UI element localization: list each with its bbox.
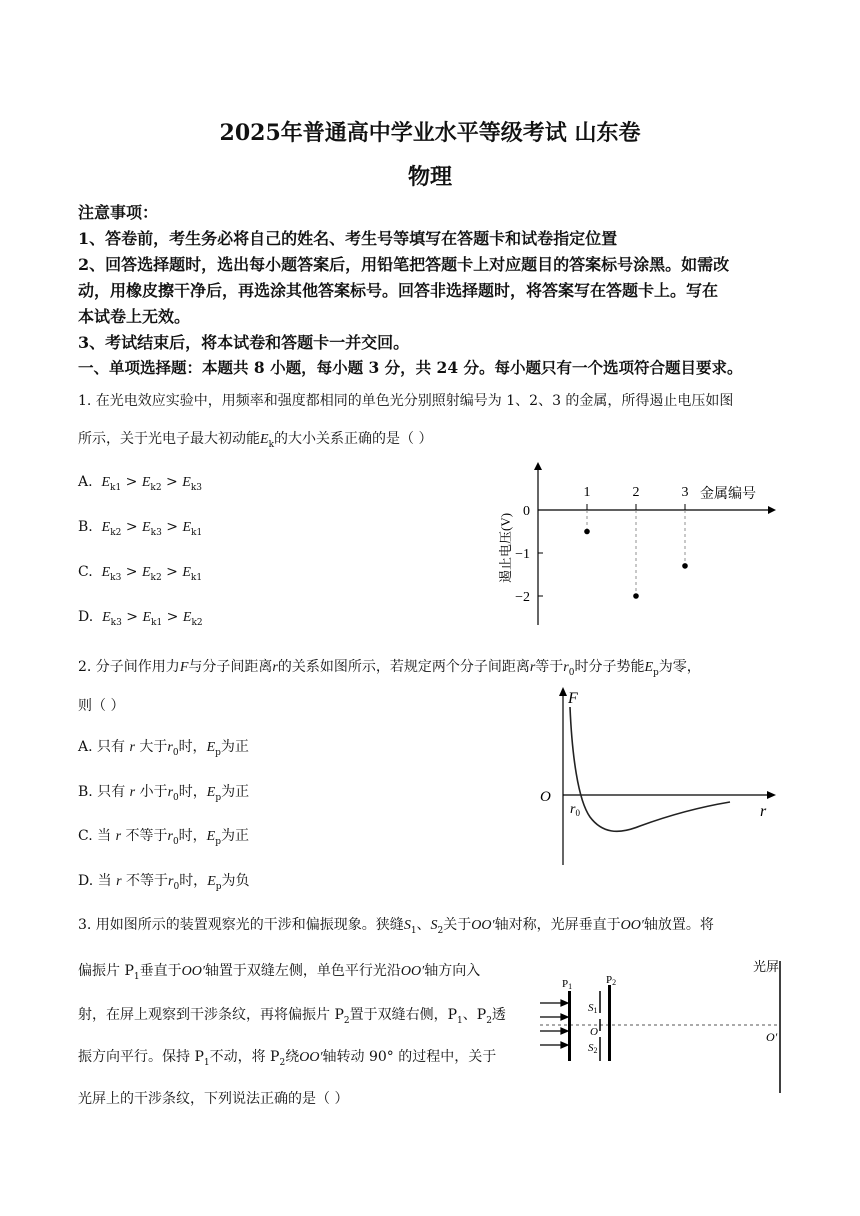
notice-item-2-line-1: 2、回答选择题时，选出每小题答案后，用铅笔把答题卡上对应题目的答案标号涂黑。如需改 (78, 255, 730, 274)
q2-force-curve (570, 707, 730, 831)
q3-screen-label: 光屏 (753, 959, 780, 974)
q3-line-5: 光屏上的干涉条纹，下列说法正确的是（ ） (78, 1091, 349, 1107)
q2-line-1: 2. 分子间作用力F与分子间距离r的关系如图所示，若规定两个分子间距离r等于$r_0$时分子势能$E_p$为零， (78, 659, 701, 678)
q2-graph-f-label: F (568, 690, 578, 707)
notice-heading: 注意事项： (78, 203, 159, 222)
q2-option-c: C. 当 r 不等于$r_0$时，$E_p$为正 (78, 828, 249, 847)
q3-o-prime-label: O′ (766, 1030, 778, 1044)
q1-chart-y-tick-label: 0 (523, 504, 530, 519)
q1-chart-y-tick-label: −1 (515, 547, 530, 562)
q1-chart (480, 460, 800, 630)
q3-line-1: 3. 用如图所示的装置观察光的干涉和偏振现象。狭缝$S_1$、$S_2$关于OO′轴对称，光屏垂直于OO′轴放置。将 (78, 917, 714, 936)
q2-graph-origin: O (540, 789, 551, 805)
q2-graph-r-label: r (760, 803, 767, 820)
q2-force-graph (530, 685, 780, 870)
q1-chart-x-tick-label: 3 (681, 485, 689, 500)
q3-s1-label: S1 (588, 1002, 598, 1015)
q3-polarizer-p2 (608, 985, 611, 1061)
q1-chart-y-tick-label: −2 (515, 590, 530, 605)
q2-option-d: D. 当 r 不等于$r_0$时，$E_p$为负 (78, 873, 250, 892)
notice-item-2-line-3: 本试卷上无效。 (78, 307, 191, 326)
q2-option-b: B. 只有 r 小于$r_0$时，$E_p$为正 (78, 784, 250, 803)
q3-p1-label: P1 (562, 978, 573, 991)
q2-option-a: A. 只有 r 大于$r_0$时，$E_p$为正 (78, 739, 249, 758)
q1-chart-x-tick-label: 2 (632, 485, 640, 500)
q1-chart-point (682, 563, 688, 569)
subject-title: 物理 (407, 164, 452, 190)
q3-line-2: 偏振片 $P_1$垂直于OO′轴置于双缝左侧，单色平行光沿OO′轴方向入 (78, 963, 481, 982)
q1-option-c: C. $E_{k3} > E_{k2} > E_{k1}$ (78, 564, 203, 583)
q2-graph-r0-label: $r_0$ (570, 802, 580, 818)
notice-item-2-line-2: 动，用橡皮擦干净后，再选涂其他答案标号。回答非选择题时，将答案写在答题卡上。写在 (78, 281, 719, 300)
q1-option-b: B. $E_{k2} > E_{k3} > E_{k1}$ (78, 519, 203, 538)
notice-item-1: 1、答卷前，考生务必将自己的姓名、考生号等填写在答题卡和试卷指定位置 (78, 229, 618, 248)
q3-o-label: O (590, 1026, 598, 1038)
notice-item-3: 3、考试结束后，将本试卷和答题卡一并交回。 (78, 333, 410, 352)
q3-line-3: 射，在屏上观察到干涉条纹，再将偏振片 $P_2$置于双缝右侧，$P_1$、$P_2$透 (78, 1007, 506, 1026)
q3-incident-light-arrows (540, 1000, 568, 1048)
q1-chart-point (633, 593, 639, 599)
q2-line-2: 则（ ） (78, 698, 125, 714)
q3-apparatus-diagram (530, 955, 790, 1095)
q1-chart-y-label: 遏止电压(V) (498, 512, 513, 584)
q1-chart-x-label: 金属编号 (700, 487, 756, 502)
q3-p2-label: P2 (606, 974, 617, 987)
q1-option-d: D. $E_{k3} > E_{k1} > E_{k2}$ (78, 609, 203, 628)
q1-chart-x-tick-label: 1 (583, 485, 591, 500)
q1-line-1: 1. 在光电效应实验中，用频率和强度都相同的单色光分别照射编号为 1、2、3 的金属，所得遏止电压如图 (78, 393, 734, 409)
section-1-heading: 一、单项选择题：本题共 8 小题，每小题 3 分，共 24 分。每小题只有一个选项符合题目要求。 (78, 358, 743, 377)
q1-line-2: 所示，关于光电子最大初动能$E_k$的大小关系正确的是（ ） (78, 431, 433, 450)
exam-title: 2025年普通高中学业水平等级考试 山东卷 (219, 120, 641, 146)
q1-option-a: A. $E_{k1} > E_{k2} > E_{k3}$ (78, 474, 202, 493)
q3-s2-label: S2 (588, 1042, 598, 1055)
q3-polarizer-p1 (568, 991, 571, 1061)
q3-line-4: 振方向平行。保持 $P_1$不动，将 $P_2$绕OO′轴转动 90° 的过程中，关于 (78, 1049, 497, 1068)
q1-chart-point (584, 529, 590, 535)
